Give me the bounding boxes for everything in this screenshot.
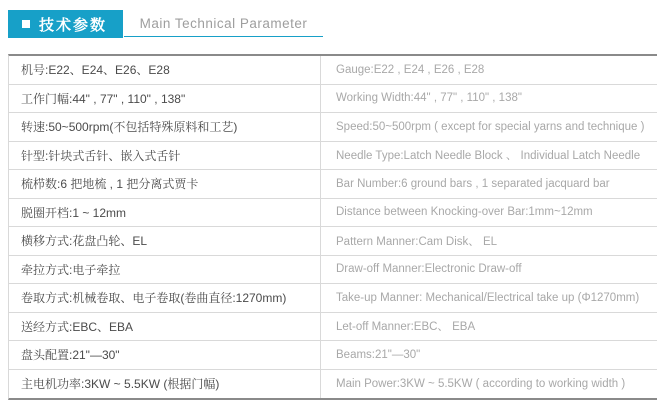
spec-table — [8, 54, 657, 400]
param-cell-cn: 工作门幅:44" , 77" , 110" , 138" — [9, 85, 321, 113]
table-row — [9, 370, 657, 399]
param-cell-en: Let-off Manner:EBC、 EBA — [336, 321, 476, 334]
table-row — [9, 199, 657, 228]
param-cell-en: Draw-off Manner:Electronic Draw-off — [336, 263, 522, 276]
param-cell-cn: 送经方式:EBC、EBA — [9, 313, 321, 341]
table-row — [9, 227, 657, 256]
table-row — [9, 142, 657, 171]
table-row — [9, 313, 657, 342]
param-cell-cn: 针型:针块式舌针、嵌入式舌针 — [9, 142, 321, 170]
param-cell-en: Needle Type:Latch Needle Block 、 Individual Latch Needle — [336, 150, 641, 163]
table-row — [9, 341, 657, 370]
header — [0, 0, 671, 54]
param-cell-en: Working Width:44" , 77" , 110" , 138" — [336, 92, 522, 105]
param-cell-en: Distance between Knocking-over Bar:1mm~12mm — [336, 206, 593, 219]
param-cell-cn: 主电机功率:3KW ~ 5.5KW (根据门幅) — [9, 370, 321, 399]
param-cell-cn: 机号:E22、E24、E26、E28 — [9, 56, 321, 84]
param-cell-en: Beams:21"—30" — [336, 348, 421, 361]
table-row — [9, 85, 657, 114]
param-cell-en: Pattern Manner:Cam Disk、 EL — [336, 235, 498, 248]
table-row — [9, 113, 657, 142]
param-cell-cn: 横移方式:花盘凸轮、EL — [9, 227, 321, 255]
section-title-underline — [124, 10, 323, 37]
param-cell-en: Speed:50~500rpm ( except for special yarns and technique ) — [336, 120, 645, 133]
param-cell-cn: 卷取方式:机械卷取、电子卷取(卷曲直径:1270mm) — [9, 284, 321, 312]
param-cell-en: Main Power:3KW ~ 5.5KW ( according to working width ) — [336, 377, 626, 390]
section-badge — [8, 10, 123, 38]
bullet-square-icon — [22, 20, 30, 28]
param-cell-cn: 转速:50~500rpm(不包括特殊原料和工艺) — [9, 113, 321, 141]
param-cell-cn: 脱圈开档:1 ~ 12mm — [9, 199, 321, 227]
param-cell-cn: 梳栉数:6 把地梳 , 1 把分离式贾卡 — [9, 170, 321, 198]
table-row — [9, 56, 657, 85]
param-cell-cn: 盘头配置:21"—30" — [9, 341, 321, 369]
table-row — [9, 256, 657, 285]
table-row — [9, 284, 657, 313]
section-title-cn: 技术参数 — [39, 16, 108, 34]
param-cell-en: Bar Number:6 ground bars , 1 separated jacquard bar — [336, 177, 610, 190]
param-cell-en: Take-up Manner: Mechanical/Electrical take up (Φ1270mm) — [336, 291, 640, 304]
table-row — [9, 170, 657, 199]
section-title-en: Main Technical Parameter — [139, 15, 308, 31]
param-cell-cn: 牵拉方式:电子牵拉 — [9, 256, 321, 284]
param-cell-en: Gauge:E22 , E24 , E26 , E28 — [336, 63, 485, 76]
